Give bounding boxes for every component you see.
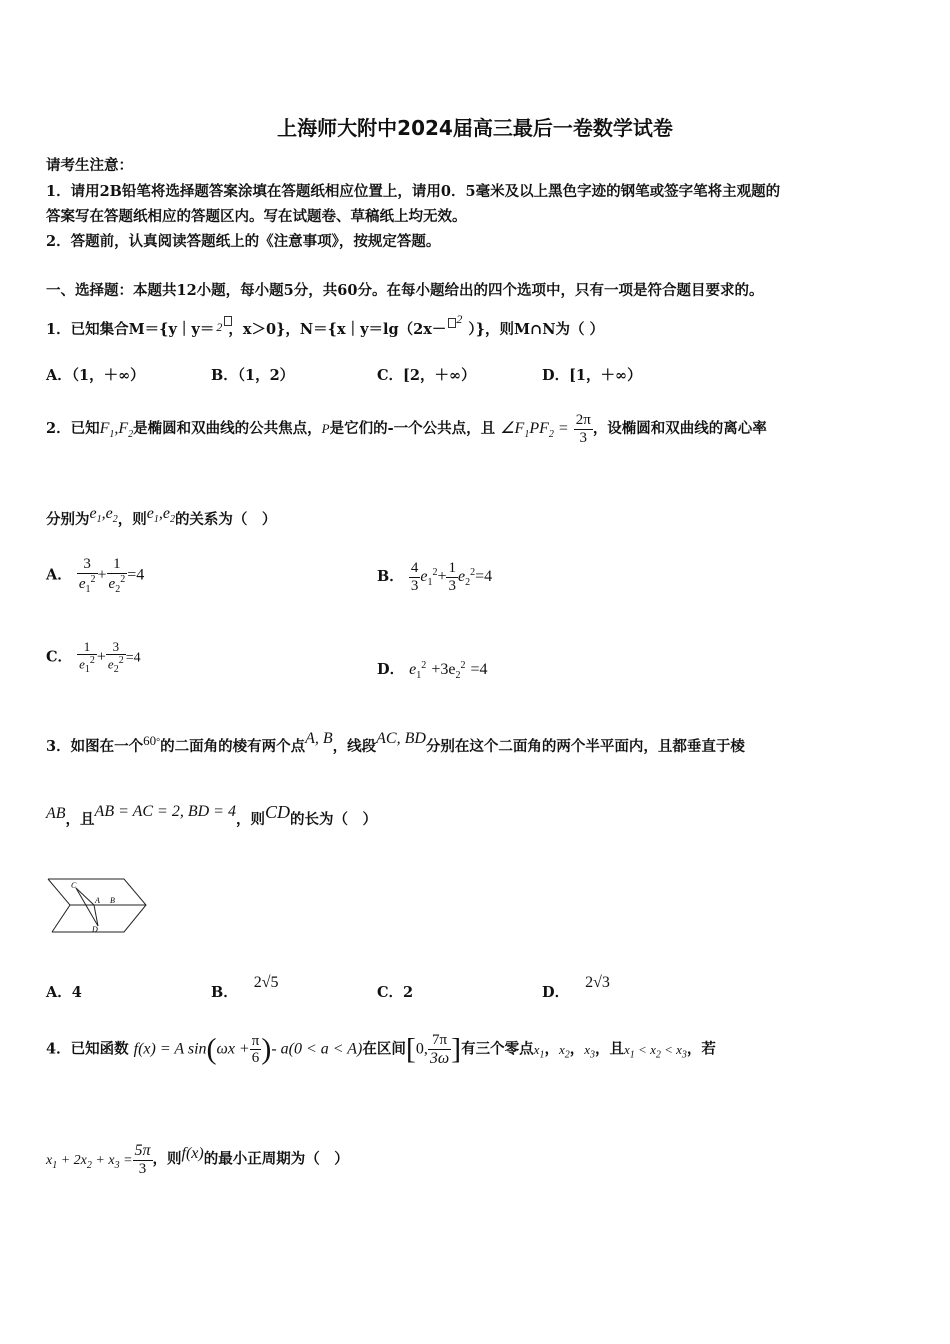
question-4-line-2: $x_1 + 2x_2 + x_3$ = $\frac{5\pi}{3}$ ，则f(x)的最小正周期为（ ） — [46, 1142, 349, 1177]
q3-option-a[interactable]: A．4 — [46, 984, 82, 1001]
q1-option-d[interactable]: D．[1，＋∞） — [542, 367, 642, 384]
angle-expression: $\angle F_1PF_2$ = — [500, 420, 569, 441]
page-title: 上海师大附中2024届高三最后一卷数学试卷 — [277, 116, 673, 140]
q3-option-c[interactable]: C．2 — [377, 984, 414, 1001]
question-1: 1．已知集合M＝{y｜y＝ 2 ，x＞0}，N＝{x｜y＝lg（2x－ 2 ）}，则M∩N为（ ） — [46, 312, 604, 338]
point-d-label: D — [92, 925, 98, 934]
notice-item-1a: 1．请用2B铅笔将选择题答案涂填在答题纸相应位置上，请用0．5毫米及以上黑色字迹的钢笔或签字笔将主观题的 — [46, 183, 781, 200]
dihedral-angle-figure — [46, 874, 148, 938]
missing-glyph-icon — [448, 318, 456, 328]
missing-glyph-icon — [224, 316, 232, 326]
foci-f1-f2: $F_1,F_2$ — [99, 420, 134, 441]
q3-option-d[interactable]: D．2√3 — [542, 974, 610, 1001]
point-b-label: B — [110, 896, 115, 905]
q1-option-c[interactable]: C．[2，＋∞） — [377, 367, 476, 384]
q1-option-b[interactable]: B．（1，2） — [211, 367, 295, 384]
question-3-line-2: AB，且AB = AC = 2, BD = 4，则CD的长为（ ） — [46, 802, 377, 828]
e1-e2: $e_1,e_2$ — [89, 505, 118, 526]
question-3-line-1: 3．如图在一个60°的二面角的棱有两个点A, B，线段AC, BD分别在这个二面角的两个半平面内，且都垂直于棱 — [46, 730, 745, 755]
q2-option-d[interactable]: D． $e_1^2 +3e_2^2 =4$ — [377, 660, 488, 681]
q2-option-a[interactable]: A． $\frac{3}{e_1^2}$ + $\frac{1}{e_2^2}$ =4 — [46, 556, 145, 595]
question-2-line-2: 分别为$e_1,e_2$，则$e_1,e_2$的关系为（ ） — [46, 505, 277, 528]
e1-e2-repeat: $e_1,e_2$ — [146, 505, 175, 526]
q2-option-b[interactable]: B． $\frac{4}{3}$ $e_1^2+$ $\frac{1}{3}$ $e_2^2=4$ — [377, 560, 493, 594]
question-4-line-1: 4．已知函数 f(x) = A sin(ωx + $\frac{\pi}{6}$ )- a(0 < a < A)在区间[0, $\frac{7\pi}{3\omega}$ ]有三个零点$x_1$，$x_2$，$x_3$，且$x_1 < x_2 < x_3$，若 — [46, 1032, 716, 1067]
angle-fraction: $\frac{2\pi}{3}$ — [575, 412, 591, 446]
notice-item-1b: 答案写在答题纸相应的答题区内。写在试题卷、草稿纸上均无效。 — [46, 208, 467, 225]
q3-option-b[interactable]: B．2√5 — [211, 974, 279, 1001]
point-c-label: C — [71, 881, 77, 890]
question-2-line-1: 2．已知$F_1,F_2$是椭圆和双曲线的公共焦点，P是它们的-一个公共点，且 $\angle F_1PF_2$ = $\frac{2\pi}{3}$ ，设椭圆和双曲线的离心率 — [46, 412, 767, 446]
notice-heading: 请考生注意： — [46, 157, 133, 174]
q2-option-c[interactable]: C． $\frac{1}{e_1^2}$ + $\frac{3}{e_2^2}$ =4 — [46, 639, 141, 676]
point-a-label: A — [95, 896, 100, 905]
section-1-heading: 一、选择题：本题共12小题，每小题5分，共60分。在每小题给出的四个选项中，只有一项是符合题目要求的。 — [46, 282, 764, 299]
q1-option-a[interactable]: A．（1，＋∞） — [46, 367, 145, 384]
notice-item-2: 2．答题前，认真阅读答题纸上的《注意事项》，按规定答题。 — [46, 233, 441, 250]
